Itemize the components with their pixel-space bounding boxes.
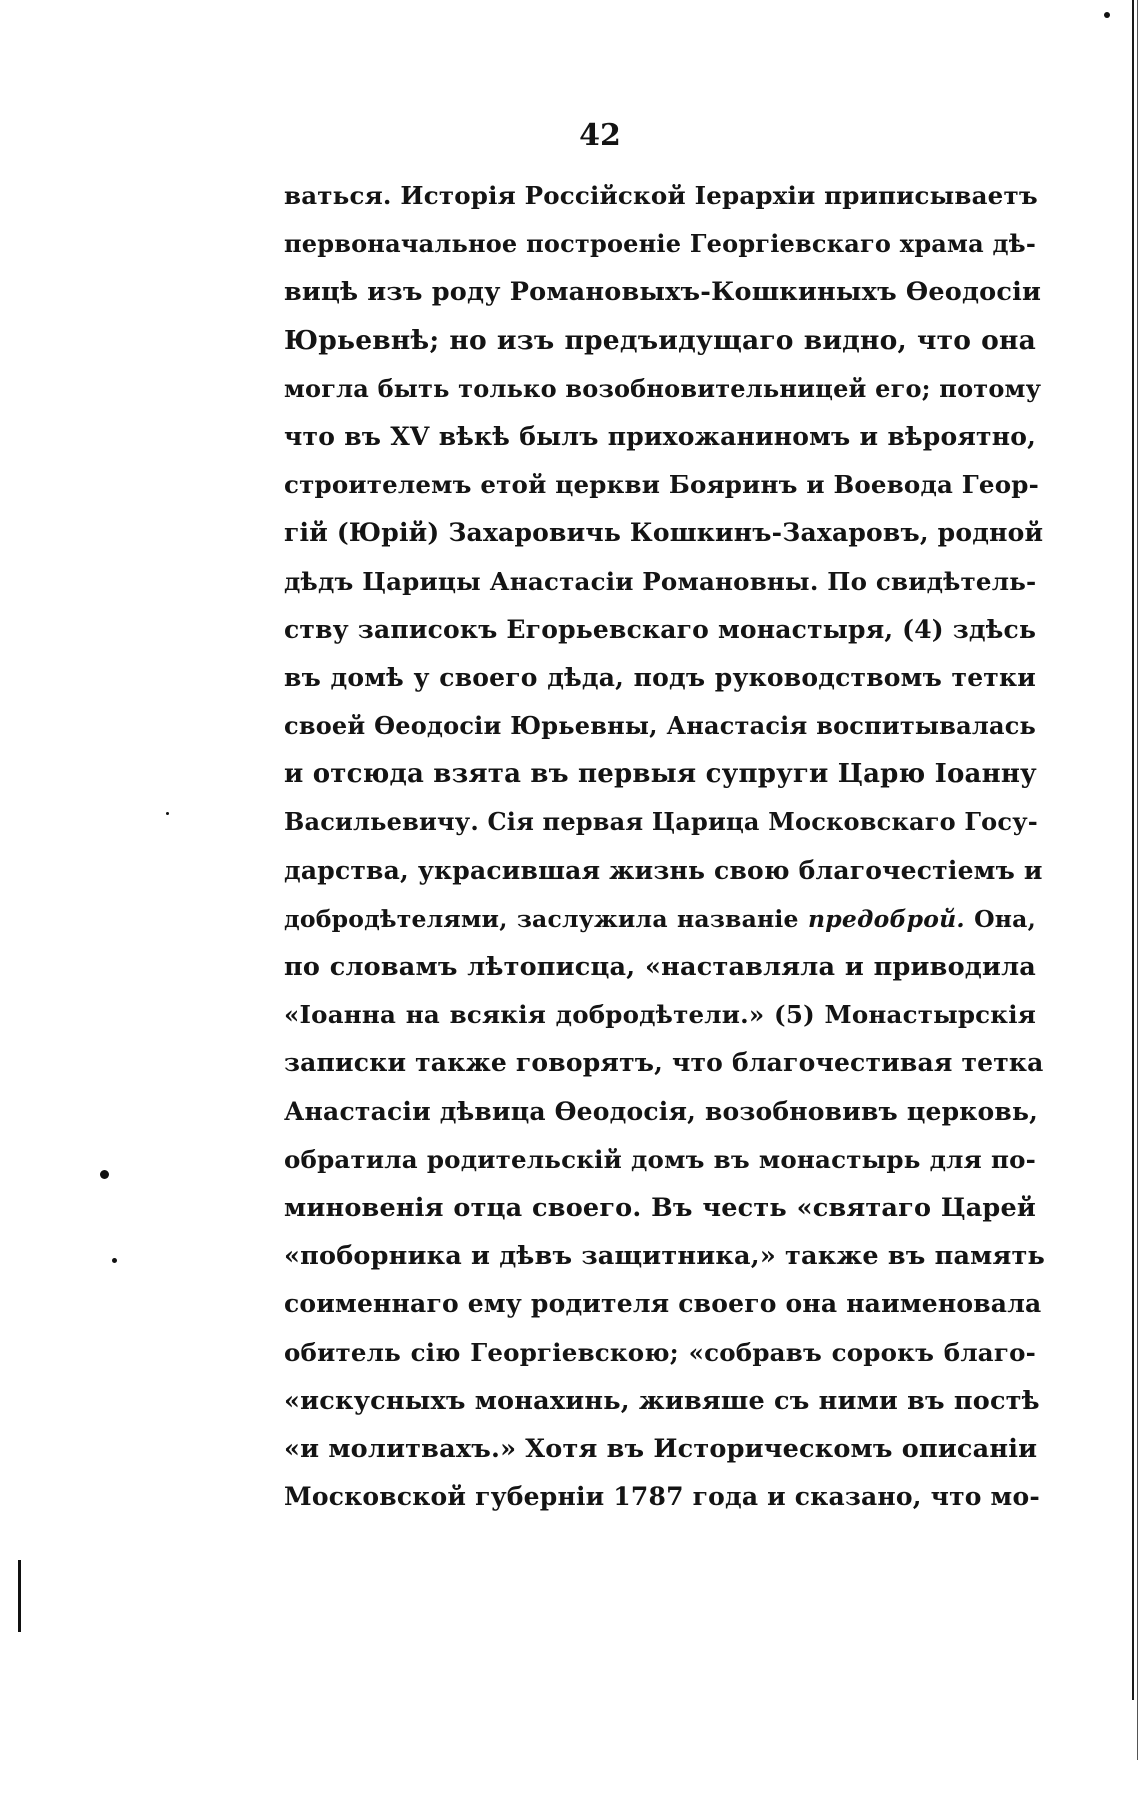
- text-line: могла быть только возобновительницей его; потому: [284, 373, 1042, 403]
- text-line: дарства, украсившая жизнь свою благочестіемъ и: [284, 855, 1043, 885]
- text-line: и отсюда взята въ первыя супруги Царю Іоанну: [284, 759, 1037, 790]
- text-line: въ домѣ у своего дѣда, подъ руководствомъ тетки: [284, 662, 1036, 692]
- text-line: «искусныхъ монахинь, живяше съ ними въ постѣ: [284, 1385, 1040, 1416]
- scan-speck: [100, 1170, 109, 1179]
- text-line: дѣдъ Царицы Анастасіи Романовны. По свидѣтель-: [284, 566, 1037, 596]
- text-line: Московской губерніи 1787 года и сказано, что мо-: [284, 1482, 1040, 1512]
- scan-left-mark: [18, 1560, 21, 1632]
- text-line: обитель сію Георгіевскою; «собравъ сорокъ благо-: [284, 1337, 1036, 1367]
- scan-speck: [112, 1258, 117, 1263]
- text-line-end: Она,: [974, 904, 1036, 933]
- text-line: обратила родительскій домъ въ монастырь для по-: [284, 1144, 1036, 1174]
- text-line: Васильевичу. Сія первая Царица Московскаго Госу-: [284, 807, 1038, 837]
- emphasized-word: предоброй.: [807, 904, 965, 933]
- text-line: вицѣ изъ роду Романовыхъ-Кошкиныхъ Ѳеодосіи: [284, 277, 1042, 308]
- text-line-with-emphasis: [284, 895, 1036, 943]
- scan-edge-line-secondary: [1137, 0, 1138, 1760]
- text-line: первоначальное построеніе Георгіевскаго храма дѣ-: [284, 229, 1036, 259]
- text-line: ству записокъ Егорьевскаго монастыря, (4) здѣсь: [284, 614, 1037, 644]
- page-number: 42: [579, 118, 621, 153]
- text-line: миновенія отца своего. Въ честь «святаго Царей: [284, 1192, 1036, 1223]
- text-line: соименнаго ему родителя своего она наименовала: [284, 1289, 1042, 1319]
- scan-edge-line: [1132, 0, 1134, 1700]
- text-line-start: добродѣтелями, заслужила названіе: [284, 904, 799, 933]
- text-line: «Іоанна на всякія добродѣтели.» (5) Монастырскія: [284, 1000, 1036, 1030]
- text-line: строителемъ етой церкви Бояринъ и Воевода Геор-: [284, 470, 1039, 500]
- text-line: ваться. Исторія Россійской Іерархіи приписываетъ: [284, 181, 1038, 210]
- text-line: записки также говорятъ, что благочестивая тетка: [284, 1048, 1044, 1078]
- scan-speck: [166, 812, 169, 815]
- text-line: Юрьевнѣ; но изъ предъидущаго видно, что она: [284, 324, 1036, 356]
- text-line: «поборника и дѣвъ защитника,» также въ память: [284, 1241, 1046, 1272]
- scan-speck: [1104, 12, 1110, 18]
- text-line: своей Ѳеодосіи Юрьевны, Анастасія воспитывалась: [284, 711, 1036, 741]
- text-line: что въ XV вѣкѣ былъ прихожаниномъ и вѣроятно,: [284, 421, 1036, 451]
- body-text: [284, 172, 1046, 1521]
- text-line: гій (Юрій) Захаровичь Кошкинъ-Захаровъ, родной: [284, 518, 1044, 548]
- text-line: Анастасіи дѣвица Ѳеодосія, возобновивъ церковь,: [284, 1096, 1039, 1126]
- text-line: по словамъ лѣтописца, «наставляла и приводила: [284, 952, 1036, 982]
- text-line: «и молитвахъ.» Хотя въ Историческомъ описаніи: [284, 1433, 1038, 1464]
